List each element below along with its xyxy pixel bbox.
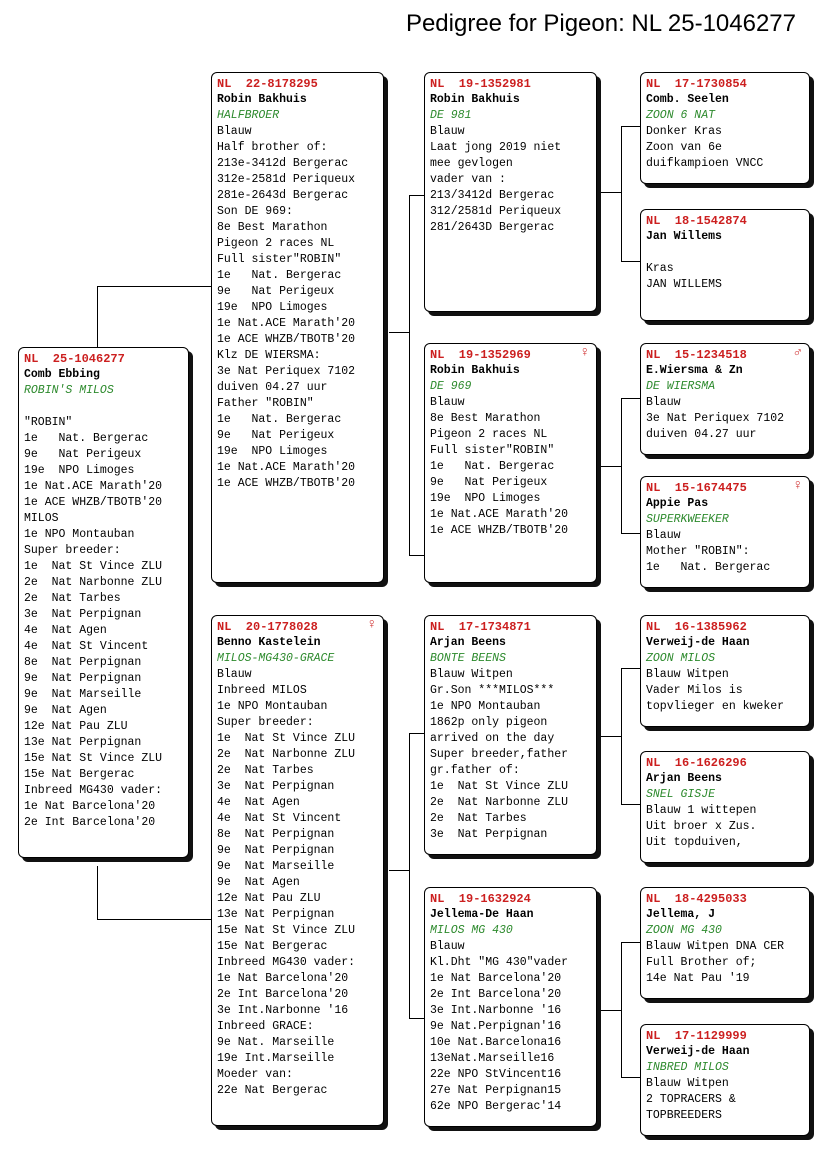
info-line: 4e Nat St Vincent: [217, 812, 342, 825]
info-line: Super breeder:: [217, 716, 314, 729]
info-line: 9e Nat.Perpignan'16: [430, 1020, 562, 1033]
info-line: duifkampioen VNCC: [646, 157, 764, 170]
connector-subject-sire-vertical: [97, 286, 98, 348]
info-line: 19e Int.Marseille: [217, 1052, 335, 1065]
ring-number: NL 25-1046277: [24, 352, 125, 366]
info-line: Blauw: [646, 529, 681, 542]
info-line: Super breeder:: [24, 544, 121, 557]
info-line: 2 TOPRACERS &: [646, 1093, 736, 1106]
info-line: Mother "ROBIN":: [646, 545, 750, 558]
info-line: 1e Nat Barcelona'20: [217, 972, 349, 985]
info-line: 9e Nat Perigeux: [24, 448, 142, 461]
info-line: 281/2643D Bergerac: [430, 221, 555, 234]
info-line: Blauw Witpen DNA CER: [646, 940, 785, 953]
connector-sire-stub: [389, 332, 409, 333]
pigeon-alias: SNEL GISJE: [646, 788, 716, 801]
pigeon-alias: MILOS MG 430: [430, 924, 513, 937]
info-line: Gr.Son ***MILOS***: [430, 684, 555, 697]
info-line: 12e Nat Pau ZLU: [217, 892, 321, 905]
info-line: 8e Nat Perpignan: [217, 828, 335, 841]
info-line: 9e Nat Perigeux: [217, 429, 335, 442]
info-line: 9e Nat Perpignan: [24, 672, 142, 685]
info-line: 4e Nat Agen: [24, 624, 107, 637]
info-line: Uit topduiven,: [646, 836, 743, 849]
pigeon-alias: SUPERKWEEKER: [646, 513, 729, 526]
info-line: 2e Int Barcelona'20: [24, 816, 156, 829]
owner-name: Robin Bakhuis: [430, 93, 520, 106]
info-line: 22e NPO StVincent16: [430, 1068, 562, 1081]
connector-ds-vertical: [621, 668, 622, 804]
info-line: Pigeon 2 races NL: [217, 237, 335, 250]
ring-number: NL 19-1352969: [430, 348, 531, 362]
info-line: 4e Nat Agen: [217, 796, 300, 809]
connector-ds-to-dss: [621, 668, 640, 669]
ring-number: NL 20-1778028: [217, 620, 318, 634]
info-line: 1e Nat.ACE Marath'20: [217, 317, 356, 330]
connector-sire-to-sd: [409, 555, 425, 556]
ring-number: NL 15-1674475: [646, 481, 747, 495]
owner-name: Comb Ebbing: [24, 368, 100, 381]
info-line: Blauw: [430, 940, 465, 953]
info-line: Son DE 969:: [217, 205, 293, 218]
info-line: Blauw: [646, 396, 681, 409]
info-line: 19e NPO Limoges: [217, 301, 328, 314]
owner-name: Robin Bakhuis: [430, 364, 520, 377]
connector-ss-stub: [601, 192, 621, 193]
owner-name: Verweij-de Haan: [646, 636, 750, 649]
info-line: Blauw Witpen: [646, 668, 729, 681]
info-line: 2e Int Barcelona'20: [430, 988, 562, 1001]
info-line: JAN WILLEMS: [646, 278, 722, 291]
info-line: 9e Nat Marseille: [217, 860, 335, 873]
info-line: 1e Nat.ACE Marath'20: [430, 508, 569, 521]
connector-dd-vertical: [621, 942, 622, 1077]
info-line: [24, 399, 184, 415]
connector-dd-to-dds: [621, 942, 640, 943]
male-icon: ♂: [793, 345, 802, 361]
info-line: vader van :: [430, 173, 506, 186]
info-line: 1e ACE WHZB/TBOTB'20: [217, 333, 356, 346]
connector-ds-to-dsd: [621, 804, 640, 805]
connector-sd-to-sds: [621, 398, 640, 399]
owner-name: Appie Pas: [646, 497, 709, 510]
info-line: 281e-2643d Bergerac: [217, 189, 349, 202]
pigeon-alias: HALFBROER: [217, 109, 280, 122]
info-line: 1e Nat Barcelona'20: [24, 800, 156, 813]
pigeon-card-dss[interactable]: [640, 615, 810, 727]
info-line: Blauw Witpen: [430, 668, 513, 681]
info-line: 13e Nat Perpignan: [217, 908, 335, 921]
connector-subject-dam-vertical: [97, 866, 98, 920]
info-line: 1e Nat St Vince ZLU: [217, 732, 356, 745]
info-line: Blauw: [430, 125, 465, 138]
info-line: 2e Int Barcelona'20: [217, 988, 349, 1001]
info-line: 19e NPO Limoges: [217, 445, 328, 458]
pigeon-alias: BONTE BEENS: [430, 652, 506, 665]
info-line: 1e Nat. Bergerac: [217, 413, 342, 426]
pigeon-alias: ZOON 6 NAT: [646, 109, 716, 122]
info-line: Pigeon 2 races NL: [430, 428, 548, 441]
info-line: 13e Nat Perpignan: [24, 736, 142, 749]
info-line: 3e Int.Narbonne '16: [217, 1004, 349, 1017]
pigeon-card-sire[interactable]: [211, 72, 384, 583]
info-line: 8e Best Marathon: [430, 412, 541, 425]
info-line: 213e-3412d Bergerac: [217, 157, 349, 170]
female-icon: ♀: [367, 617, 376, 633]
owner-name: Comb. Seelen: [646, 93, 729, 106]
info-line: 213/3412d Bergerac: [430, 189, 555, 202]
info-line: 9e Nat Agen: [217, 876, 300, 889]
info-line: Father "ROBIN": [217, 397, 314, 410]
pigeon-alias: ROBIN'S MILOS: [24, 384, 114, 397]
ring-number: NL 17-1734871: [430, 620, 531, 634]
info-line: 13eNat.Marseille16: [430, 1052, 555, 1065]
info-line: 9e Nat Agen: [24, 704, 107, 717]
info-line: Moeder van:: [217, 1068, 293, 1081]
connector-sd-stub: [601, 466, 621, 467]
connector-dam-vertical: [409, 733, 410, 1018]
info-line: 9e Nat Perigeux: [430, 476, 548, 489]
connector-ss-to-sss: [621, 126, 640, 127]
info-line: 27e Nat Perpignan15: [430, 1084, 562, 1097]
info-line: Inbreed MILOS: [217, 684, 307, 697]
info-line: Kras: [646, 262, 674, 275]
info-line: 1e ACE WHZB/TBOTB'20: [217, 477, 356, 490]
ring-number: NL 17-1730854: [646, 77, 747, 91]
ring-number: NL 19-1632924: [430, 892, 531, 906]
info-line: duiven 04.27 uur: [217, 381, 328, 394]
info-line: 1e Nat St Vince ZLU: [430, 780, 569, 793]
info-line: 9e Nat Marseille: [24, 688, 142, 701]
pigeon-card-dam[interactable]: [211, 615, 384, 1126]
info-line: 15e Nat Bergerac: [217, 940, 328, 953]
connector-ds-stub: [601, 736, 621, 737]
info-line: 1e NPO Montauban: [217, 700, 328, 713]
info-line: 8e Best Marathon: [217, 221, 328, 234]
info-line: Half brother of:: [217, 141, 328, 154]
info-line: 312e-2581d Periqueux: [217, 173, 356, 186]
info-line: Blauw 1 wittepen: [646, 804, 757, 817]
info-line: 1e Nat.ACE Marath'20: [217, 461, 356, 474]
connector-sd-to-sdd: [621, 533, 640, 534]
info-line: 19e NPO Limoges: [24, 464, 135, 477]
pigeon-card-dd[interactable]: [424, 887, 597, 1127]
info-line: 1862p only pigeon: [430, 716, 548, 729]
connector-sire-vertical: [409, 195, 410, 555]
pigeon-card-sd[interactable]: [424, 343, 597, 583]
info-line: Uit broer x Zus.: [646, 820, 757, 833]
info-line: Laat jong 2019 niet: [430, 141, 562, 154]
ring-number: NL 15-1234518: [646, 348, 747, 362]
info-line: mee gevlogen: [430, 157, 513, 170]
pigeon-card-ddd[interactable]: [640, 1024, 810, 1136]
owner-name: Jan Willems: [646, 230, 722, 243]
info-line: 3e Nat Perpignan: [217, 780, 335, 793]
info-line: 3e Nat Periquex 7102: [646, 412, 785, 425]
info-line: 2e Nat Narbonne ZLU: [217, 748, 356, 761]
info-line: 2e Nat Tarbes: [24, 592, 121, 605]
connector-dd-stub: [601, 1010, 621, 1011]
connector-dam-to-dd: [409, 1018, 425, 1019]
pigeon-card-ds[interactable]: [424, 615, 597, 855]
owner-name: Jellema, J: [646, 908, 716, 921]
pigeon-alias: ZOON MG 430: [646, 924, 722, 937]
info-line: 8e Nat Perpignan: [24, 656, 142, 669]
info-line: Full sister"ROBIN": [430, 444, 555, 457]
info-line: 9e Nat Perigeux: [217, 285, 335, 298]
info-line: 9e Nat Perpignan: [217, 844, 335, 857]
empty-alias: [646, 245, 805, 261]
info-line: 22e Nat Bergerac: [217, 1084, 328, 1097]
info-line: 15e Nat Bergerac: [24, 768, 135, 781]
info-line: 2e Nat Tarbes: [430, 812, 527, 825]
info-line: 19e NPO Limoges: [430, 492, 541, 505]
pigeon-card-sdd[interactable]: [640, 476, 810, 588]
owner-name: Robin Bakhuis: [217, 93, 307, 106]
info-line: Full sister"ROBIN": [217, 253, 342, 266]
info-line: Blauw: [217, 668, 252, 681]
pigeon-card-sds[interactable]: [640, 343, 810, 455]
info-line: Super breeder,father: [430, 748, 569, 761]
info-line: 3e Nat Perpignan: [24, 608, 142, 621]
ring-number: NL 18-1542874: [646, 214, 747, 228]
connector-dam-to-ds: [409, 733, 425, 734]
info-line: topvlieger en kweker: [646, 700, 785, 713]
pigeon-card-ss[interactable]: [424, 72, 597, 312]
connector-dam-stub: [389, 870, 409, 871]
ring-number: NL 19-1352981: [430, 77, 531, 91]
info-line: 3e Int.Narbonne '16: [430, 1004, 562, 1017]
pigeon-alias: DE WIERSMA: [646, 380, 716, 393]
pigeon-alias: ZOON MILOS: [646, 652, 716, 665]
info-line: 1e Nat. Bergerac: [217, 269, 342, 282]
owner-name: Benno Kastelein: [217, 636, 321, 649]
info-line: arrived on the day: [430, 732, 555, 745]
info-line: 9e Nat. Marseille: [217, 1036, 335, 1049]
ring-number: NL 22-8178295: [217, 77, 318, 91]
info-line: gr.father of:: [430, 764, 520, 777]
pigeon-card-dds[interactable]: [640, 887, 810, 999]
info-line: 2e Nat Narbonne ZLU: [24, 576, 163, 589]
info-line: Inbreed MG430 vader:: [24, 784, 163, 797]
info-line: Zoon van 6e: [646, 141, 722, 154]
connector-ss-vertical: [621, 126, 622, 261]
page-title: Pedigree for Pigeon: NL 25-1046277: [405, 10, 796, 37]
info-line: Vader Milos is: [646, 684, 743, 697]
pigeon-card-dsd[interactable]: [640, 751, 810, 863]
pigeon-card-ssd[interactable]: [640, 209, 810, 321]
pigeon-card-sss[interactable]: [640, 72, 810, 184]
info-line: 1e NPO Montauban: [24, 528, 135, 541]
info-line: 1e Nat.ACE Marath'20: [24, 480, 163, 493]
info-line: 2e Nat Narbonne ZLU: [430, 796, 569, 809]
pigeon-alias: INBRED MILOS: [646, 1061, 729, 1074]
info-line: 4e Nat St Vincent: [24, 640, 149, 653]
info-line: 14e Nat Pau '19: [646, 972, 750, 985]
ring-number: NL 16-1385962: [646, 620, 747, 634]
owner-name: E.Wiersma & Zn: [646, 364, 743, 377]
ring-number: NL 17-1129999: [646, 1029, 747, 1043]
ring-number: NL 16-1626296: [646, 756, 747, 770]
owner-name: Verweij-de Haan: [646, 1045, 750, 1058]
info-line: 1e ACE WHZB/TBOTB'20: [430, 524, 569, 537]
info-line: 15e Nat St Vince ZLU: [217, 924, 356, 937]
pigeon-alias: MILOS-MG430-GRACE: [217, 652, 335, 665]
info-line: Full Brother of;: [646, 956, 757, 969]
connector-sd-vertical: [621, 398, 622, 533]
pigeon-alias: DE 981: [430, 109, 472, 122]
connector-ss-to-ssd: [621, 261, 640, 262]
info-line: 15e Nat St Vince ZLU: [24, 752, 163, 765]
info-line: 62e NPO Bergerac'14: [430, 1100, 562, 1113]
info-line: Donker Kras: [646, 125, 722, 138]
info-line: 1e NPO Montauban: [430, 700, 541, 713]
info-line: 1e Nat Barcelona'20: [430, 972, 562, 985]
owner-name: Arjan Beens: [430, 636, 506, 649]
pigeon-alias: DE 969: [430, 380, 472, 393]
info-line: Inbreed GRACE:: [217, 1020, 314, 1033]
connector-subject-dam-horizontal: [97, 919, 212, 920]
info-line: 3e Nat Perpignan: [430, 828, 548, 841]
owner-name: Jellema-De Haan: [430, 908, 534, 921]
info-line: Klz DE WIERSMA:: [217, 349, 321, 362]
info-line: 1e Nat. Bergerac: [24, 432, 149, 445]
connector-dd-to-ddd: [621, 1077, 640, 1078]
ring-number: NL 18-4295033: [646, 892, 747, 906]
connector-subject-sire-horizontal: [97, 286, 212, 287]
info-line: 12e Nat Pau ZLU: [24, 720, 128, 733]
info-line: "ROBIN": [24, 416, 73, 429]
info-line: TOPBREEDERS: [646, 1109, 722, 1122]
connector-sire-to-ss: [409, 195, 425, 196]
pigeon-card-subject[interactable]: [18, 347, 189, 858]
info-line: 1e Nat. Bergerac: [646, 561, 771, 574]
info-line: 2e Nat Tarbes: [217, 764, 314, 777]
info-line: duiven 04.27 uur: [646, 428, 757, 441]
info-line: MILOS: [24, 512, 59, 525]
info-line: 3e Nat Periquex 7102: [217, 365, 356, 378]
info-line: Kl.Dht "MG 430"vader: [430, 956, 569, 969]
info-line: Inbreed MG430 vader:: [217, 956, 356, 969]
info-line: 1e Nat. Bergerac: [430, 460, 555, 473]
info-line: Blauw: [430, 396, 465, 409]
info-line: Blauw Witpen: [646, 1077, 729, 1090]
info-line: 10e Nat.Barcelona16: [430, 1036, 562, 1049]
owner-name: Arjan Beens: [646, 772, 722, 785]
info-line: 312/2581d Periqueux: [430, 205, 562, 218]
female-icon: ♀: [580, 345, 589, 361]
female-icon: ♀: [793, 478, 802, 494]
info-line: 1e ACE WHZB/TBOTB'20: [24, 496, 163, 509]
info-line: Blauw: [217, 125, 252, 138]
info-line: 1e Nat St Vince ZLU: [24, 560, 163, 573]
